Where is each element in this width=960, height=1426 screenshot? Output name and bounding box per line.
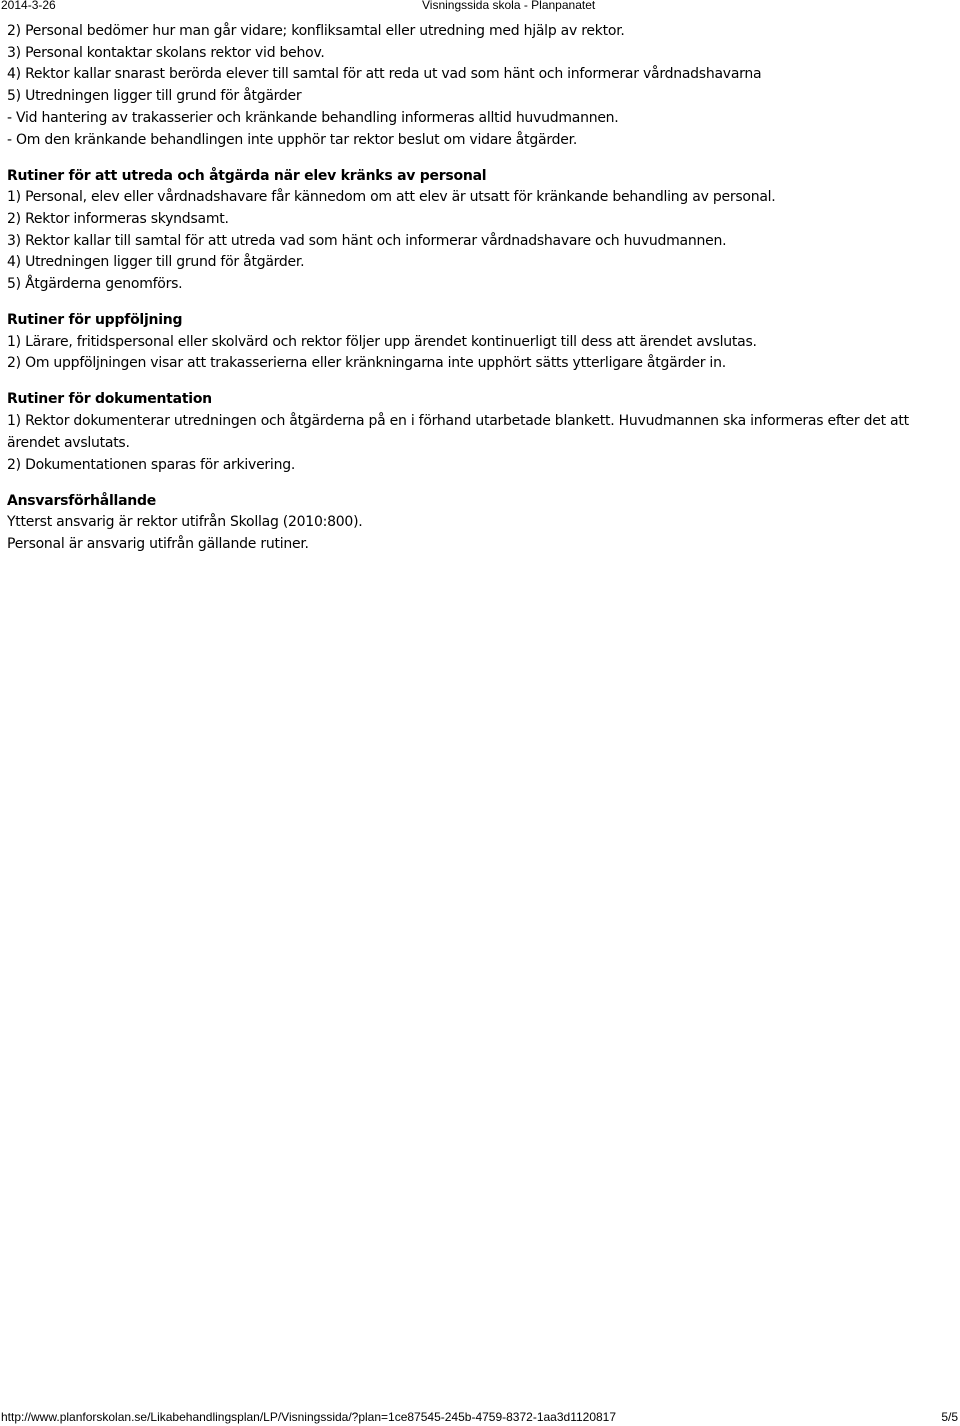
section-line: 1) Personal, elev eller vårdnadshavare får kännedom om att elev är utsatt för kränkande behandling av personal. — [7, 189, 776, 206]
section-heading: Rutiner för uppföljning — [7, 312, 183, 329]
section-line: 1) Rektor dokumenterar utredningen och åtgärderna på en i förhand utarbetade blankett. Huvudmannen ska informeras efter det att ärendet avslutats. — [7, 413, 909, 451]
section-heading: Ansvarsförhållande — [7, 492, 157, 509]
intro-line: - Vid hantering av trakasserier och kränkande behandling informeras alltid huvudmannen. — [7, 109, 619, 126]
section-line: 2) Om uppföljningen visar att trakasserierna eller kränkningarna inte upphört sätts ytterligare åtgärder in. — [7, 355, 726, 372]
section-line: Personal är ansvarig utifrån gällande rutiner. — [7, 535, 309, 552]
page-title: Visningssida skola - Planpanatet — [422, 0, 596, 12]
section-line: 2) Rektor informeras skyndsamt. — [7, 210, 229, 227]
section-dokumentation — [7, 389, 952, 476]
section-line: 1) Lärare, fritidspersonal eller skolvärd och rektor följer upp ärendet kontinuerligt till dess att ärendet avslutas. — [7, 333, 757, 350]
section-heading: Rutiner för dokumentation — [7, 391, 212, 408]
section-uppfoljning — [7, 310, 952, 375]
page-url: http://www.planforskolan.se/Likabehandlingsplan/LP/Visningssida/?plan=1ce87545-245b-4759-8372-1aa3d1120817 — [1, 1410, 617, 1424]
document-body — [7, 21, 952, 556]
section-personal-krankning — [7, 166, 952, 296]
page-footer — [0, 1409, 960, 1425]
intro-line: 3) Personal kontaktar skolans rektor vid behov. — [7, 44, 325, 61]
page-header — [0, 0, 960, 14]
intro-line: 5) Utredningen ligger till grund för åtgärder — [7, 88, 302, 105]
page-number: 5/5 — [941, 1410, 958, 1424]
section-ansvarsforhallande — [7, 491, 952, 556]
section-line: 4) Utredningen ligger till grund för åtgärder. — [7, 254, 305, 271]
section-line: 3) Rektor kallar till samtal för att utreda vad som hänt och informerar vårdnadshavare och huvudmannen. — [7, 232, 727, 249]
section-line: 5) Åtgärderna genomförs. — [7, 276, 183, 293]
print-date: 2014-3-26 — [1, 0, 56, 12]
section-line: Ytterst ansvarig är rektor utifrån Skollag (2010:800). — [7, 514, 363, 531]
section-heading: Rutiner för att utreda och åtgärda när elev kränks av personal — [7, 167, 487, 184]
intro-line: 4) Rektor kallar snarast berörda elever till samtal för att reda ut vad som hänt och informerar vårdnadshavarna — [7, 66, 762, 83]
intro-line: 2) Personal bedömer hur man går vidare; konfliksamtal eller utredning med hjälp av rektor. — [7, 23, 625, 39]
intro-line: - Om den kränkande behandlingen inte upphör tar rektor beslut om vidare åtgärder. — [7, 131, 578, 148]
section-line: 2) Dokumentationen sparas för arkivering. — [7, 456, 296, 473]
intro-block — [7, 21, 952, 151]
